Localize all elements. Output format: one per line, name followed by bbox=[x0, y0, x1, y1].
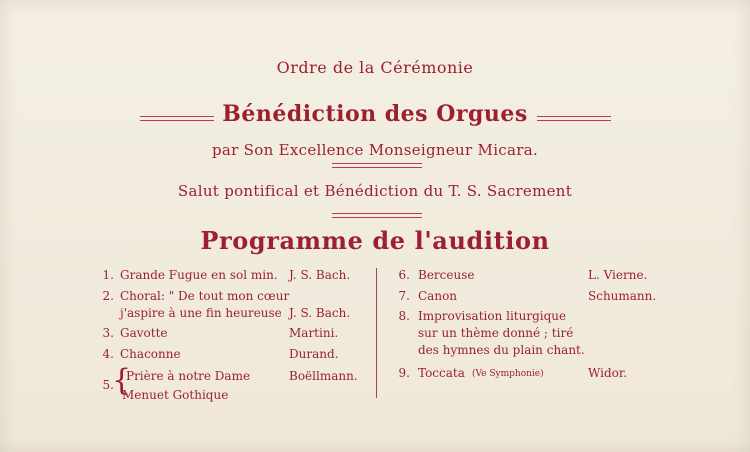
benediction-title: Bénédiction des Orgues bbox=[222, 101, 528, 127]
officiant-line: par Son Excellence Monseigneur Micara. bbox=[211, 141, 539, 159]
lower-divider-rule bbox=[332, 213, 422, 218]
salut-line: Salut pontifical et Bénédiction du T. S. Sacrement bbox=[177, 182, 573, 200]
program-card: Ordre de la Cérémonie Bénédiction des Orgues par Son Excellence Monseigneur Micara. Salut pontifical et Bénédiction du T. S. Sacrement Programme de l'audition 1. Grande Fugue en sol min. J. S. Bach. 2. Choral: " De tout mon cœur j'aspire à une fin heureuse J. S. Bach. 3. Gavotte Martini. 4. Chaconne Durand. 5. { Prière à notre Dame Menuet Gothique Boëllmann. 6. Berceuse L. Vierne. 7. Canon Schumann. 8. Improvisation liturgique sur un thème donné ; tiré des hymnes du plain chant. 9. Toccata (Ve Symphonie) Widor. bbox=[0, 0, 750, 452]
column-divider bbox=[376, 268, 377, 398]
ceremony-order-heading: Ordre de la Cérémonie bbox=[276, 58, 474, 77]
brace-symbol: { bbox=[112, 363, 132, 398]
programme-title: Programme de l'audition bbox=[200, 226, 550, 255]
right-ornamental-rule bbox=[537, 116, 611, 121]
upper-divider-rule bbox=[332, 163, 422, 168]
